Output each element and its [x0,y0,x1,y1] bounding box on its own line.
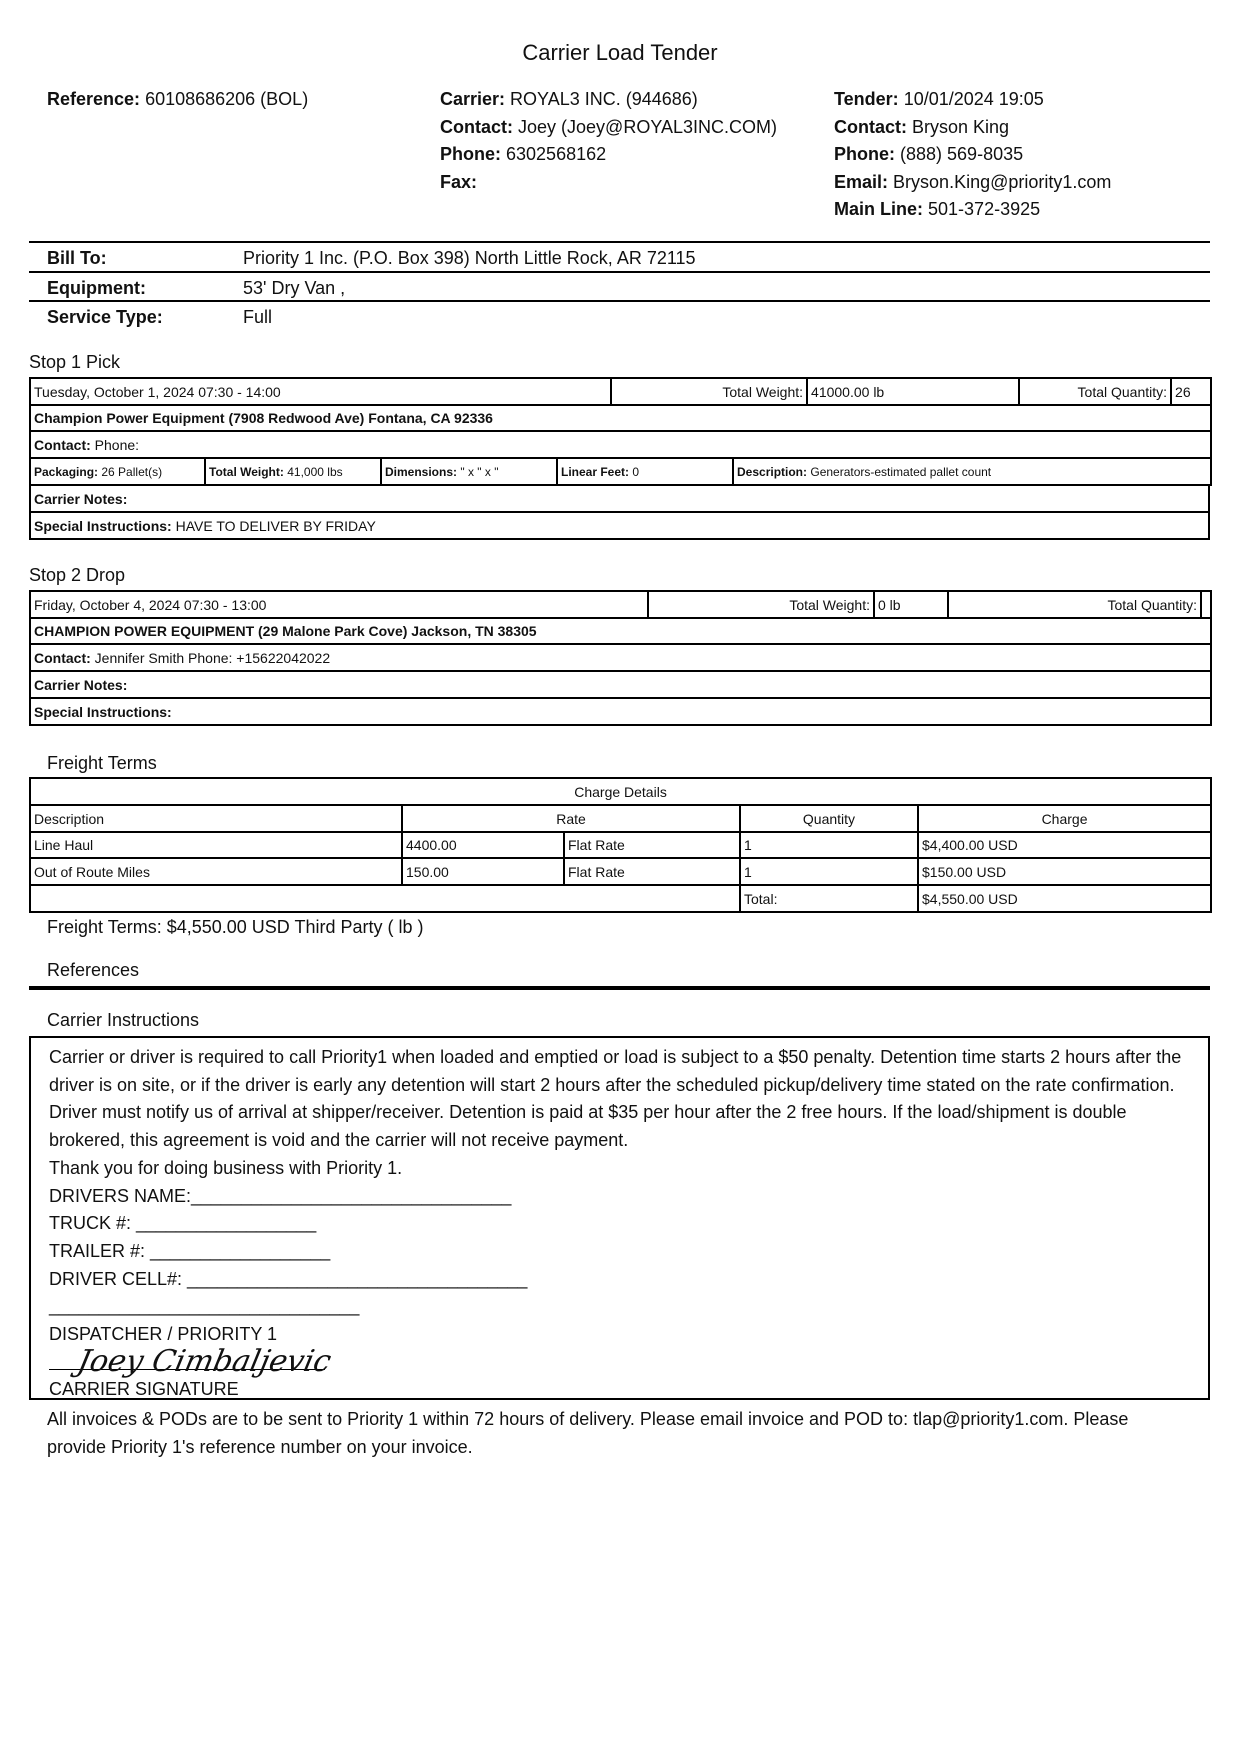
reference-column [47,86,308,114]
stop2-special-instructions [30,698,1211,725]
stop1-total-weight-label: Total Weight: [611,378,807,405]
carrier-fax-label: Fax: [440,171,478,192]
total-label: Total: [740,885,918,912]
stop1-total-qty-label: Total Quantity: [1019,378,1171,405]
tender-phone-label: Phone: [834,144,895,164]
row-charge: $150.00 USD [918,858,1211,885]
stop1-total-weight-value: 41000.00 lb [807,378,1019,405]
service-type-value: Full [243,307,273,327]
bill-to-value: Priority 1 Inc. (P.O. Box 398) North Little Rock, AR 72115 [243,248,696,268]
stop2-location-text: CHAMPION POWER EQUIPMENT (29 Malone Park Cove) Jackson, TN 38305 [34,623,537,639]
total-value: $4,550.00 USD [918,885,1211,912]
stop2-total-qty-value [1201,591,1211,618]
row-rate: 4400.00 [402,832,564,858]
stop1-packaging [30,458,205,485]
col-header-rate: Rate [402,805,740,832]
row-charge: $4,400.00 USD [918,832,1211,858]
tender-contact-label: Contact: [834,116,907,137]
stop1-special-instructions [30,512,1209,539]
carrier-contact-label: Contact: [440,116,513,137]
stop1-label: Stop 1 Pick [29,352,121,372]
tender-label: Tender: [834,89,899,109]
footer-note: All invoices & PODs are to be sent to Priority 1 within 72 hours of delivery. Please email invoice and POD to: tlap@priority1.com. Please provide Priority 1's reference number on your invoice. [47,1409,1129,1457]
stop1-packaging-value: 26 Pallet(s) [101,464,163,479]
service-type-label: Service Type: [47,307,163,327]
stop2-special-label: Special Instructions: [34,703,172,720]
stop2-table [29,590,1212,726]
row-description: Line Haul [30,832,402,858]
equipment-value: 53' Dry Van , [243,277,346,298]
stop1-pkg-weight-value: 41,000 lbs [287,464,343,479]
stop2-location [30,618,1211,644]
mainline-value: 501-372-3925 [928,199,1041,219]
reference-label: Reference: [47,89,141,109]
handwritten-signature-icon [74,1339,335,1381]
tender-column [834,86,1111,224]
carrier-label: Carrier: [440,89,506,109]
stop1-contact-value: Phone: [94,436,140,453]
references-divider [29,986,1210,990]
carrier-signature-area [49,1344,1192,1379]
row-quantity: 1 [740,858,918,885]
stop1-carrier-notes-label: Carrier Notes: [34,490,128,507]
stop1-location [30,405,1211,431]
stop2-contact-label: Contact: [34,649,91,666]
equipment-row [29,273,1210,303]
service-type-row [29,302,1210,332]
equipment-label: Equipment: [47,277,146,298]
stop1-dimensions-label: Dimensions: [385,464,458,479]
dispatcher-signature-line: _______________________________ [49,1296,360,1317]
stop2-label: Stop 2 Drop [29,565,126,585]
stop2-carrier-notes-label: Carrier Notes: [34,676,128,693]
stop1-packaging-table [29,457,1212,486]
charges-table [29,777,1212,913]
references-label: References [47,960,140,980]
instructions-thanks: Thank you for doing business with Priority 1. [49,1157,403,1178]
stop1-linear-feet-value: 0 [632,464,640,479]
stop1-description-value: Generators-estimated pallet count [810,464,992,479]
stop2-total-qty-label: Total Quantity: [948,591,1201,618]
drivers-name-line: DRIVERS NAME:________________________________ [49,1185,512,1206]
carrier-instructions-box [29,1036,1210,1400]
carrier-column [440,86,777,196]
stop1-pkg-weight-label: Total Weight: [209,464,284,479]
charge-details-heading: Charge Details [30,778,1211,805]
driver-cell-line: DRIVER CELL#: __________________________________ [49,1268,528,1289]
stop2-datetime: Friday, October 4, 2024 07:30 - 13:00 [30,591,648,618]
total-spacer [30,885,740,912]
col-header-quantity: Quantity [740,805,918,832]
row-rate-type: Flat Rate [564,858,740,885]
col-header-description: Description [30,805,402,832]
stop1-pkg-weight [205,458,381,485]
row-description: Out of Route Miles [30,858,402,885]
page-title: Carrier Load Tender [522,40,718,65]
row-rate: 150.00 [402,858,564,885]
freight-terms-label: Freight Terms [47,753,157,773]
stop1-dimensions [381,458,557,485]
bill-to-label: Bill To: [47,248,107,268]
truck-line: TRUCK #: __________________ [49,1213,317,1234]
table-row [30,858,1211,885]
stop2-total-weight-value: 0 lb [874,591,948,618]
carrier-phone-value: 6302568162 [506,144,607,164]
carrier-phone-label: Phone: [440,144,501,164]
carrier-value: ROYAL3 INC. (944686) [510,89,698,109]
mainline-label: Main Line: [834,199,923,219]
stop1-linear-feet [557,458,733,485]
bill-to-block [29,241,1210,332]
row-quantity: 1 [740,832,918,858]
table-row [30,832,1211,858]
stop1-notes-table [29,484,1210,540]
stop1-special-label: Special Instructions: [34,517,172,534]
stop1-description [733,458,1211,485]
tender-email-value: Bryson.King@priority1.com [893,171,1112,192]
trailer-line: TRAILER #: __________________ [49,1240,331,1261]
reference-value: 60108686206 (BOL) [145,89,309,109]
instructions-paragraph: Carrier or driver is required to call Priority1 when loaded and emptied or load is subject to a $50 penalty. Detention time starts 2 hours after the driver is on site, or if the driver is early any detention will start 2 hours after the scheduled pickup/delivery time stated on the rate confirmation. Driver must notify us of arrival at shipper/receiver. Detention is paid at $35 per hour after the 2 free hours. If the load/shipment is double brokered, this agreement is void and the carrier will not receive payment. [49,1047,1182,1151]
row-rate-type: Flat Rate [564,832,740,858]
col-header-charge: Charge [918,805,1211,832]
stop1-total-qty-value: 26 [1171,378,1211,405]
tender-value: 10/01/2024 19:05 [903,89,1044,109]
stop1-carrier-notes [30,485,1209,512]
signature-text: Joey Cimbaljevic [74,1344,335,1379]
stop1-linear-feet-label: Linear Feet: [561,464,630,479]
stop1-datetime: Tuesday, October 1, 2024 07:30 - 14:00 [30,378,611,405]
stop2-contact-value: Jennifer Smith Phone: +15622042022 [94,649,331,666]
stop1-description-label: Description: [737,464,808,479]
freight-terms-note: Freight Terms: $4,550.00 USD Third Party ( lb ) [47,917,424,937]
stop1-location-text: Champion Power Equipment (7908 Redwood Ave) Fontana, CA 92336 [34,410,493,426]
tender-contact-value: Bryson King [912,116,1010,137]
tender-phone-value: (888) 569-8035 [900,144,1024,164]
carrier-contact-value: Joey (Joey@ROYAL3INC.COM) [518,116,778,137]
stop2-total-weight-label: Total Weight: [648,591,874,618]
tender-email-label: Email: [834,171,889,192]
carrier-signature-label: CARRIER SIGNATURE [49,1379,239,1400]
dispatcher-label: DISPATCHER / PRIORITY 1 [49,1324,278,1345]
stop2-contact [30,644,1211,671]
bill-to-row [29,243,1210,273]
stop1-table [29,377,1212,459]
stop1-dimensions-value: " x " x " [460,464,499,479]
stop1-contact [30,431,1211,458]
stop1-packaging-label: Packaging: [34,464,99,479]
stop2-carrier-notes [30,671,1211,698]
carrier-instructions-label: Carrier Instructions [47,1010,200,1030]
stop1-special-value: HAVE TO DELIVER BY FRIDAY [175,517,376,534]
stop1-contact-label: Contact: [34,436,91,453]
